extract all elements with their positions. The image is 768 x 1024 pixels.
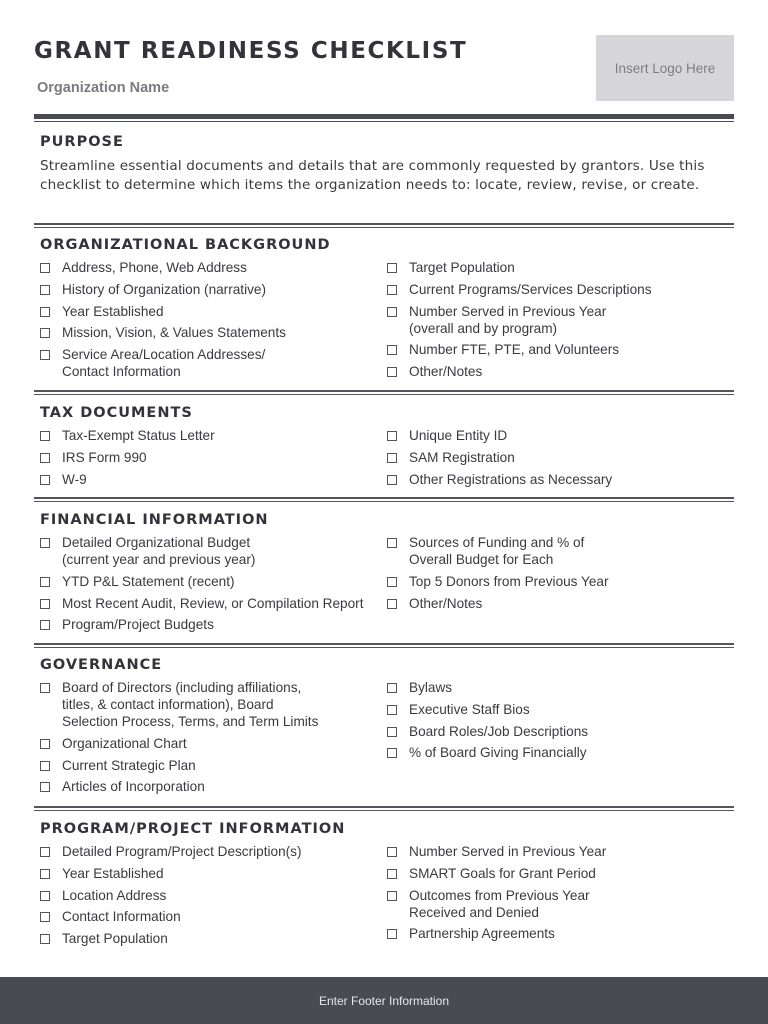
checklist-item-label: % of Board Giving Financially	[409, 745, 587, 761]
checklist-item[interactable]	[40, 908, 387, 925]
logo-placeholder-text: Insert Logo Here	[614, 60, 716, 76]
checkbox[interactable]	[40, 285, 50, 295]
checklist-item[interactable]	[40, 778, 387, 795]
checkbox[interactable]	[387, 453, 397, 463]
checklist-item[interactable]	[40, 735, 387, 752]
checklist-item[interactable]	[40, 324, 387, 341]
section-title: ORGANIZATIONAL BACKGROUND	[40, 237, 331, 253]
checklist-item-label: Year Established	[62, 865, 164, 881]
checklist-item-label: Articles of Incorporation	[62, 779, 205, 795]
checklist-item-label: History of Organization (narrative)	[62, 281, 266, 297]
checklist-item-label: Sources of Funding and % of Overall Budget for Each	[409, 535, 585, 567]
checklist-item[interactable]	[387, 925, 734, 942]
organization-name[interactable]: Organization Name	[37, 80, 170, 96]
checkbox[interactable]	[40, 431, 50, 441]
checkbox[interactable]	[40, 782, 50, 792]
section-divider	[34, 497, 734, 502]
section-governance	[34, 656, 734, 800]
checklist-column-left	[40, 534, 387, 638]
checkbox[interactable]	[387, 431, 397, 441]
checklist-column-left	[40, 259, 387, 385]
section-title: PROGRAM/PROJECT INFORMATION	[40, 821, 346, 837]
checklist-item-label: Number Served in Previous Year (overall and by program)	[409, 303, 607, 336]
checklist-item[interactable]	[40, 757, 387, 774]
checkbox[interactable]	[40, 891, 50, 901]
checklist-item[interactable]	[387, 595, 734, 612]
checklist-item-label: Number FTE, PTE, and Volunteers	[409, 342, 620, 358]
checklist-column-left	[40, 679, 387, 800]
checklist-item-label: Executive Staff Bios	[409, 701, 530, 717]
checklist-item-label: SMART Goals for Grant Period	[409, 865, 596, 881]
checklist-item[interactable]	[40, 887, 387, 904]
checklist-item-label: Detailed Organizational Budget (current year and previous year)	[62, 535, 256, 567]
checkbox[interactable]	[40, 453, 50, 463]
checklist-item-label: Target Population	[62, 931, 168, 947]
checklist-item[interactable]	[40, 573, 387, 590]
checkbox[interactable]	[387, 891, 397, 901]
section-purpose	[34, 133, 734, 194]
checkbox[interactable]	[40, 869, 50, 879]
checklist-item[interactable]	[387, 573, 734, 590]
checklist-item[interactable]	[387, 303, 734, 337]
logo-placeholder[interactable]	[596, 35, 734, 101]
checklist-item-label: Target Population	[409, 260, 515, 275]
document-header	[0, 0, 768, 118]
checklist-column-right	[387, 427, 734, 492]
page-footer[interactable]	[0, 977, 768, 1024]
checklist-item-label: Year Established	[62, 303, 164, 319]
section-organizational-background	[34, 236, 734, 385]
checklist-column-left	[40, 427, 387, 492]
footer-text: Enter Footer Information	[318, 993, 450, 1008]
checklist-item-label: Partnership Agreements	[409, 926, 555, 942]
checklist-item[interactable]	[40, 534, 387, 568]
checklist-item[interactable]	[40, 843, 387, 860]
checklist-item-label: Address, Phone, Web Address	[62, 260, 247, 275]
checkbox[interactable]	[387, 538, 397, 548]
checkbox[interactable]	[40, 263, 50, 273]
checklist-item-label: Board of Directors (including affiliations, titles, & contact information), Board Selection Process, Terms, and Term Limits	[62, 680, 319, 729]
checklist-item-label: Service Area/Location Addresses/ Contact Information	[62, 347, 266, 380]
checklist-item[interactable]	[387, 471, 734, 488]
checkbox[interactable]	[387, 285, 397, 295]
checklist-item-label: Current Strategic Plan	[62, 757, 196, 773]
checkbox[interactable]	[40, 307, 50, 317]
checklist-item[interactable]	[387, 701, 734, 718]
checklist-item-label: IRS Form 990	[62, 449, 147, 465]
checklist-item[interactable]	[40, 346, 387, 380]
checklist-item-label: Most Recent Audit, Review, or Compilation Report	[62, 595, 364, 611]
section-tax-documents	[34, 404, 734, 492]
checklist-item[interactable]	[40, 595, 387, 612]
checklist-item[interactable]	[387, 723, 734, 740]
checklist-item[interactable]	[387, 259, 734, 276]
section-title: FINANCIAL INFORMATION	[40, 512, 269, 528]
checkbox[interactable]	[40, 538, 50, 548]
checkbox[interactable]	[387, 307, 397, 317]
checklist-item[interactable]	[387, 887, 734, 921]
checkbox[interactable]	[387, 748, 397, 758]
checklist-column-right	[387, 843, 734, 952]
checkbox[interactable]	[387, 727, 397, 737]
header-rule-thin	[34, 121, 734, 122]
checkbox[interactable]	[387, 345, 397, 355]
checklist-item-label: SAM Registration	[409, 449, 515, 465]
checkbox[interactable]	[40, 599, 50, 609]
checklist-item[interactable]	[40, 679, 387, 730]
checkbox[interactable]	[40, 350, 50, 360]
checklist-item-label: Mission, Vision, & Values Statements	[62, 325, 286, 341]
checklist-item-label: Unique Entity ID	[409, 428, 508, 443]
checklist-item-label: Current Programs/Services Descriptions	[409, 281, 652, 297]
document-title: GRANT READINESS CHECKLIST	[34, 38, 468, 64]
checklist-item-label: YTD P&L Statement (recent)	[62, 573, 235, 589]
checkbox[interactable]	[40, 761, 50, 771]
section-title: GOVERNANCE	[40, 657, 163, 673]
checkbox[interactable]	[40, 577, 50, 587]
checklist-item[interactable]	[40, 427, 387, 444]
checkbox[interactable]	[40, 847, 50, 857]
checklist-item[interactable]	[40, 303, 387, 320]
checklist-item-label: Organizational Chart	[62, 735, 187, 751]
checklist-item[interactable]	[387, 534, 734, 568]
checklist-item-label: Detailed Program/Project Description(s)	[62, 844, 302, 859]
checklist-item[interactable]	[387, 843, 734, 860]
checklist-item[interactable]	[40, 281, 387, 298]
checklist-item[interactable]	[40, 865, 387, 882]
checklist-item[interactable]	[387, 363, 734, 380]
checklist-item[interactable]	[387, 679, 734, 696]
checklist-item[interactable]	[387, 865, 734, 882]
header-rule	[34, 114, 734, 119]
section-divider	[34, 806, 734, 811]
checkbox[interactable]	[40, 620, 50, 630]
section-divider	[34, 390, 734, 395]
checkbox[interactable]	[387, 705, 397, 715]
checklist-column-left	[40, 843, 387, 952]
checklist-item-label: Other/Notes	[409, 595, 483, 611]
checkbox[interactable]	[40, 475, 50, 485]
checklist-item-label: Bylaws	[409, 680, 453, 695]
checkbox[interactable]	[40, 739, 50, 749]
checklist-item[interactable]	[40, 449, 387, 466]
checkbox[interactable]	[387, 869, 397, 879]
checkbox[interactable]	[40, 912, 50, 922]
checkbox[interactable]	[387, 367, 397, 377]
checklist-item-label: W-9	[62, 471, 87, 487]
section-divider	[34, 643, 734, 648]
checkbox[interactable]	[40, 683, 50, 693]
checklist-item-label: Other/Notes	[409, 364, 483, 380]
section-program-project-information	[34, 820, 734, 952]
checkbox[interactable]	[387, 577, 397, 587]
checklist-item[interactable]	[387, 744, 734, 761]
checkbox[interactable]	[40, 934, 50, 944]
checklist-item[interactable]	[387, 281, 734, 298]
checkbox[interactable]	[387, 847, 397, 857]
checklist-item[interactable]	[387, 341, 734, 358]
checklist-item[interactable]	[40, 259, 387, 276]
checklist-item[interactable]	[40, 930, 387, 947]
checklist-column-right	[387, 534, 734, 638]
checklist-column-right	[387, 679, 734, 800]
checkbox[interactable]	[40, 328, 50, 338]
checklist-item[interactable]	[40, 616, 387, 633]
checklist-item-label: Outcomes from Previous Year Received and Denied	[409, 887, 590, 920]
checkbox[interactable]	[387, 475, 397, 485]
checklist-item-label: Top 5 Donors from Previous Year	[409, 573, 609, 589]
checklist-item[interactable]	[387, 427, 734, 444]
checklist-item[interactable]	[40, 471, 387, 488]
checklist-item-label: Board Roles/Job Descriptions	[409, 723, 589, 739]
checkbox[interactable]	[387, 683, 397, 693]
checklist-item-label: Program/Project Budgets	[62, 617, 214, 633]
checklist-item-label: Tax-Exempt Status Letter	[62, 428, 215, 443]
checklist-item-label: Number Served in Previous Year	[409, 844, 607, 859]
section-title-purpose: PURPOSE	[40, 134, 124, 150]
checklist-item[interactable]	[387, 449, 734, 466]
purpose-text: Streamline essential documents and details that are commonly requested by grantors. Use this checklist to determine which items the organization needs to: locate, review, revise, or create.	[40, 158, 705, 193]
checklist-item-label: Other Registrations as Necessary	[409, 471, 613, 487]
section-financial-information	[34, 511, 734, 638]
section-divider	[34, 223, 734, 228]
section-title: TAX DOCUMENTS	[40, 405, 193, 421]
checkbox[interactable]	[387, 929, 397, 939]
checklist-item-label: Location Address	[62, 887, 167, 903]
checkbox[interactable]	[387, 263, 397, 273]
checklist-item-label: Contact Information	[62, 909, 181, 925]
checkbox[interactable]	[387, 599, 397, 609]
checklist-column-right	[387, 259, 734, 385]
